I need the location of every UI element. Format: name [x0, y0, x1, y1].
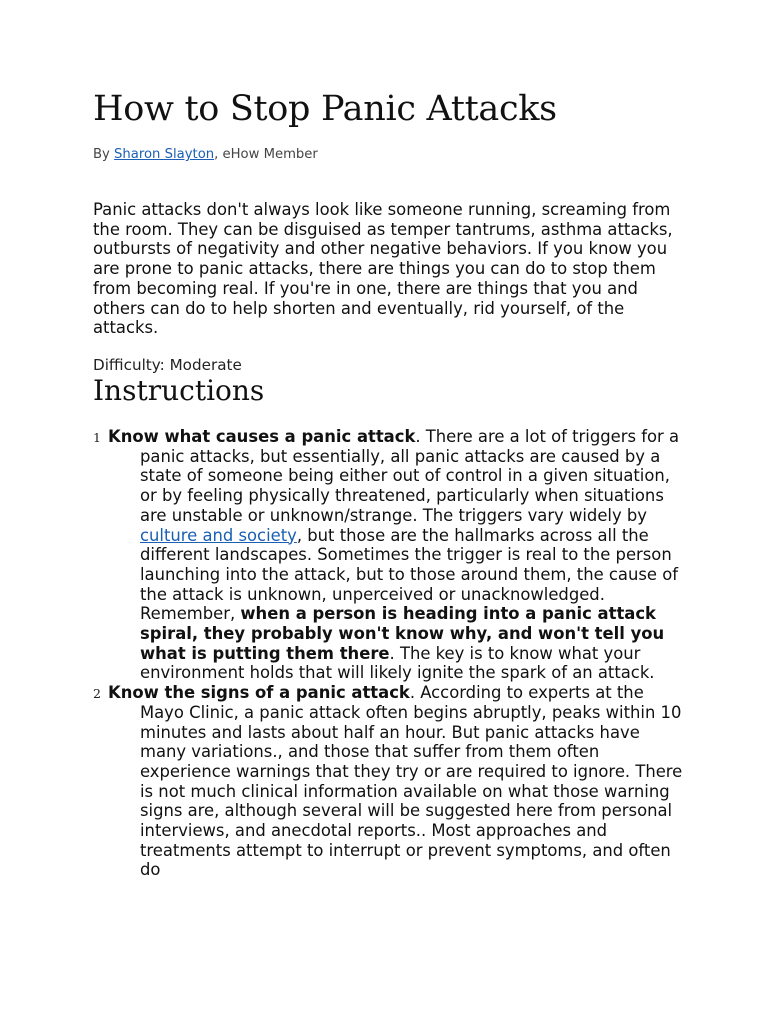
step-text: , but those are the hallmarks across all the different landscapes. Sometimes the trigger is real to the person launching into the attack, but to those around them, the cause of the attack is unknown, unperceived or unacknowledged. Remember, [140, 525, 678, 624]
byline-suffix: , eHow Member [214, 147, 318, 162]
step-text: . According to experts at the Mayo Clinic, a panic attack often begins abruptly, peaks within 10 minutes and lasts about half an hour. But panic attacks have many variations., and those that suffer from them often experience warnings that they try or are required to ignore. There is not much clinical information available on what those warning signs are, although several will be suggested here from personal interviews, and anecdotal reports.. Most approaches and treatments attempt to interrupt or prevent symptoms, and often do [140, 683, 683, 880]
difficulty-label: Difficulty: Moderate [93, 356, 242, 374]
step-text: . The key is to know what your environment holds that will likely ignite the spark of an attack. [140, 643, 655, 683]
step-emphasis: when a person is heading into a panic attack spiral, they probably won't know why, and won't tell you what is putting them there [140, 604, 665, 663]
page-title: How to Stop Panic Attacks [93, 89, 557, 129]
byline-prefix: By [93, 147, 115, 162]
step-heading: Know the signs of a panic attack [108, 683, 410, 703]
instructions-list [93, 427, 683, 880]
step-2 [93, 683, 683, 880]
culture-and-society-link[interactable]: culture and society [140, 525, 297, 545]
step-heading: Know what causes a panic attack [108, 427, 416, 446]
step-number: 1 [93, 430, 101, 445]
byline [93, 146, 318, 164]
intro-paragraph: Panic attacks don't always look like someone running, screaming from the room. They can be disguised as temper tantrums, asthma attacks, outbursts of negativity and other negative behaviors. If you know you are prone to panic attacks, there are things you can do to stop them from becoming real. If you're in one, there are things that you and others can do to help shorten and eventually, rid yourself, of the attacks. [93, 200, 673, 338]
author-link[interactable]: Sharon Slayton [114, 147, 215, 162]
step-text: . There are a lot of triggers for a panic attacks, but essentially, all panic attacks are caused by a state of someone being either out of control in a given situation, or by feeling physically threatened, particularly when situations are unstable or unknown/strange. The triggers vary widely by [140, 427, 680, 525]
instructions-heading: Instructions [93, 374, 265, 407]
step-number: 2 [93, 686, 101, 702]
step-1 [93, 427, 683, 683]
